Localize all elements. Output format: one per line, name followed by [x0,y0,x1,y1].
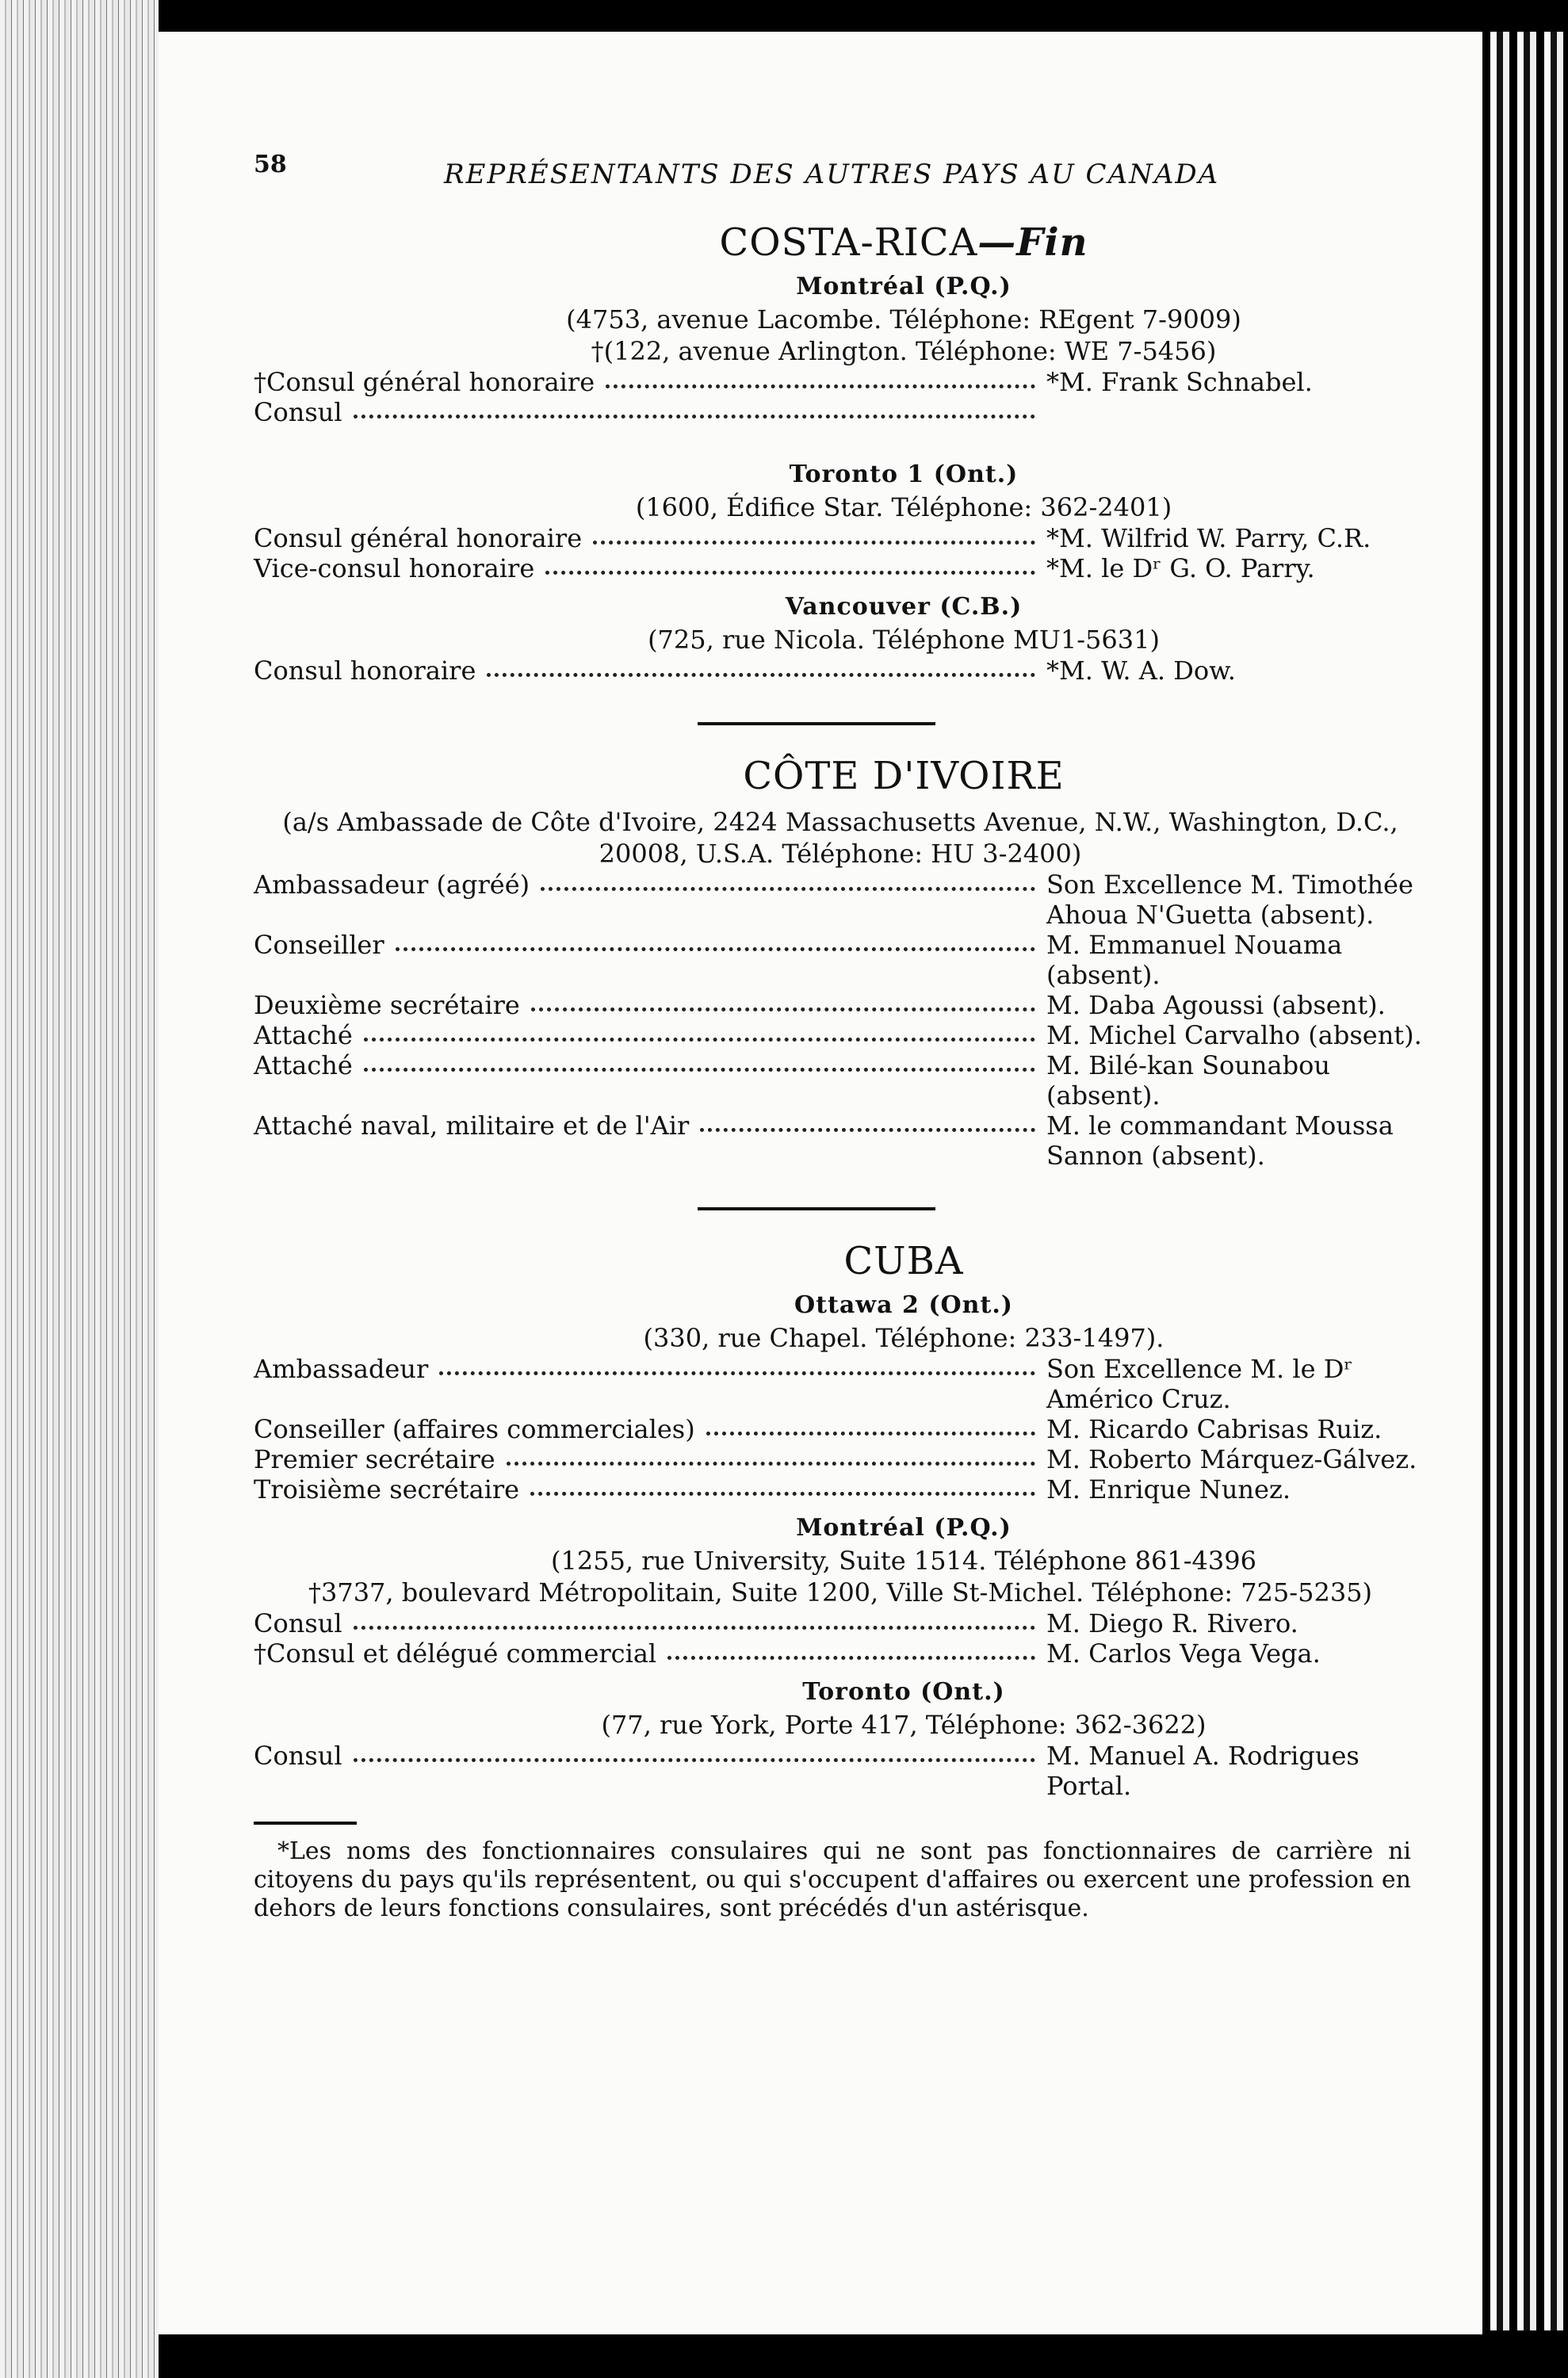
document-page [159,32,1482,2334]
staff-row [254,870,1427,930]
city-name: Vancouver (C.B.) [785,593,1023,621]
staff-row [254,1474,1427,1504]
footnote: *Les noms des fonctionnaires consulaires qui ne sont pas fonctionnaires de carrière ni citoyens du pays qu'ils représentent, ou qui s'occupent d'affaires ou exercent une profession en dehors de leurs fonctions consulaires, sont précédés d'un astérisque. [254,1837,1411,1922]
staff-title: Ambassadeur (agréé) [254,870,530,900]
country-section [254,1239,1427,1801]
staff-title: †Consul général honoraire [254,367,595,397]
dot-leader [531,990,1035,1011]
staff-title: Premier secrétaire [254,1444,495,1474]
staff-name: M. Emmanuel Nouama (absent). [1046,930,1343,990]
staff-title: Conseiller [254,930,384,960]
staff-name: *M. W. A. Dow. [1046,656,1236,686]
city-name: Ottawa 2 (Ont.) [794,1291,1013,1319]
staff-row [254,397,1427,427]
staff-title: Consul général honoraire [254,523,583,553]
dot-leader [606,367,1035,388]
city-block [254,1514,1427,1669]
running-header [254,151,1427,206]
city-name: Toronto (Ont.) [802,1678,1005,1706]
dot-leader [541,870,1035,891]
staff-name: M. Carlos Vega Vega. [1046,1638,1321,1669]
staff-name: M. Manuel A. Rodrigues Portal. [1046,1741,1360,1801]
staff-row [254,1444,1427,1474]
page-number: 58 [254,151,287,178]
dot-leader [700,1111,1035,1132]
dot-leader [354,1741,1035,1762]
address-line: †(122, avenue Arlington. Téléphone: WE 7-5456) [591,336,1217,366]
staff-row [254,1414,1427,1444]
country-heading: COSTA-RICA—Fin [719,220,1088,265]
section-divider [698,1207,935,1210]
dot-leader [354,1608,1035,1630]
address-line: (330, rue Chapel. Téléphone: 233-1497). [643,1323,1165,1353]
staff-name: M. Bilé-kan Sounabou (absent). [1046,1050,1330,1111]
staff-row [254,990,1427,1020]
city-block [254,273,1427,427]
address-line: (77, rue York, Porte 417, Téléphone: 362-3622) [601,1710,1207,1740]
staff-name: M. Michel Carvalho (absent). [1046,1020,1422,1050]
staff-title: Consul [254,1741,342,1771]
book-spine-edge [0,0,159,2378]
staff-row [254,1050,1427,1111]
staff-title: †Consul et délégué commercial [254,1638,657,1669]
staff-title: Conseiller (affaires commerciales) [254,1414,695,1444]
staff-name: *M. Frank Schnabel. [1046,367,1313,397]
staff-row [254,1020,1427,1050]
staff-row [254,1608,1427,1638]
country-section [254,220,1427,686]
staff-name: *M. le Dʳ G. O. Parry. [1046,553,1315,583]
country-section [254,754,1427,1171]
staff-title: Attaché naval, militaire et de l'Air [254,1111,690,1141]
dot-leader [667,1638,1035,1660]
staff-title: Vice-consul honoraire [254,553,535,583]
dot-leader [439,1354,1035,1375]
staff-name: M. Daba Agoussi (absent). [1046,990,1386,1020]
city-block [254,593,1427,686]
dot-leader [530,1474,1035,1496]
staff-row [254,1638,1427,1669]
dot-leader [364,1050,1035,1072]
staff-name: Son Excellence M. Timothée Ahoua N'Guetta (absent). [1046,870,1413,930]
address-line: †3737, boulevard Métropolitain, Suite 1200, Ville St-Michel. Téléphone: 725-5235) [308,1577,1373,1608]
staff-title: Troisième secrétaire [254,1474,520,1504]
staff-row [254,367,1427,397]
staff-row [254,1111,1427,1171]
address-line: (725, rue Nicola. Téléphone MU1-5631) [648,625,1160,655]
country-heading: CUBA [843,1239,964,1283]
city-name: Toronto 1 (Ont.) [789,461,1019,488]
staff-title: Deuxième secrétaire [254,990,520,1020]
staff-title: Attaché [254,1050,353,1080]
dot-leader [487,656,1035,677]
running-title: REPRÉSENTANTS DES AUTRES PAYS AU CANADA [444,159,1220,190]
staff-name: *M. Wilfrid W. Parry, C.R. [1046,523,1371,553]
staff-row [254,523,1427,553]
staff-row [254,553,1427,583]
dot-leader [364,1020,1035,1042]
address-line: (1255, rue University, Suite 1514. Téléphone 861-4396 [551,1546,1256,1576]
staff-title: Consul honoraire [254,656,476,686]
address-line: 20008, U.S.A. Téléphone: HU 3-2400) [599,839,1082,869]
staff-row [254,656,1427,686]
address-line: (a/s Ambassade de Côte d'Ivoire, 2424 Massachusetts Avenue, N.W., Washington, D.C., [282,807,1398,837]
dot-leader [545,553,1035,575]
staff-title: Consul [254,397,342,427]
footnote-divider [254,1822,357,1825]
city-name: Montréal (P.Q.) [796,273,1012,300]
dot-leader [593,523,1035,545]
dot-leader [396,930,1035,951]
staff-title: Consul [254,1608,342,1638]
address-line: (4753, avenue Lacombe. Téléphone: REgent 7-9009) [566,304,1241,335]
city-name: Montréal (P.Q.) [796,1514,1012,1542]
address-line: (1600, Édifice Star. Téléphone: 362-2401) [635,492,1172,522]
city-block [254,1291,1427,1504]
staff-name: M. Diego R. Rivero. [1046,1608,1298,1638]
dot-leader [706,1414,1035,1436]
staff-name: M. le commandant Moussa Sannon (absent). [1046,1111,1394,1171]
section-divider [698,722,935,725]
page-stack-edge [1482,32,1568,2330]
dot-leader [354,397,1035,419]
staff-title: Ambassadeur [254,1354,429,1384]
staff-name: M. Enrique Nunez. [1046,1474,1291,1504]
city-block [254,461,1427,583]
staff-name: M. Roberto Márquez-Gálvez. [1046,1444,1417,1474]
staff-row [254,930,1427,990]
staff-title: Attaché [254,1020,353,1050]
city-block [254,1678,1427,1801]
dot-leader [507,1444,1035,1466]
staff-name: Son Excellence M. le Dʳ Américo Cruz. [1046,1354,1353,1414]
staff-row [254,1354,1427,1414]
country-heading: CÔTE D'IVOIRE [743,754,1065,798]
staff-row [254,1741,1427,1801]
city-block [254,806,1427,1171]
staff-name: M. Ricardo Cabrisas Ruiz. [1046,1414,1383,1444]
